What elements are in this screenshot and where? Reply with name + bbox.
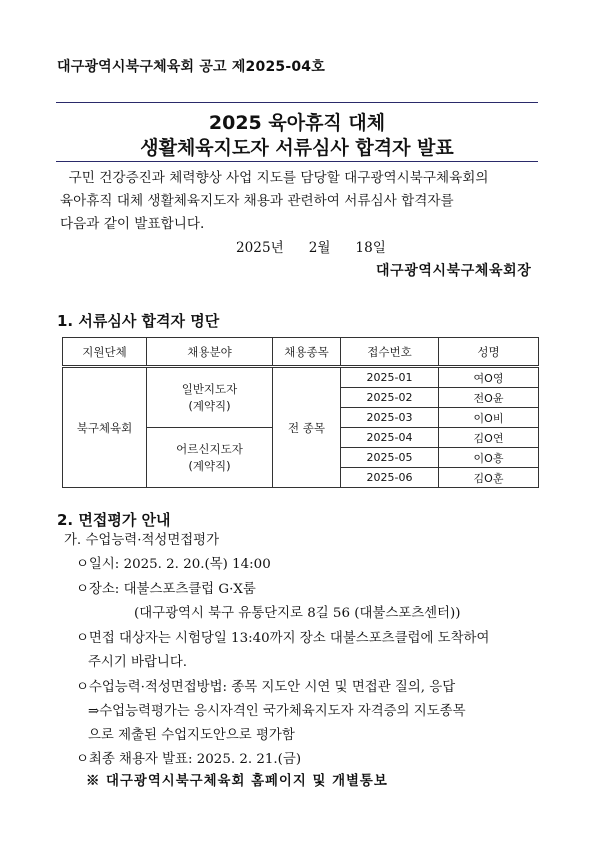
intro-paragraph xyxy=(60,167,540,236)
receipt-number: 2025-06 xyxy=(341,468,439,488)
intro-line: 구민 건강증진과 체력향상 사업 지도를 담당할 대구광역시북구체육회의 xyxy=(60,170,489,186)
header-name: 성명 xyxy=(439,338,539,367)
applicant-name: 김O훈 xyxy=(439,468,539,488)
final-announcement: ㅇ최종 채용자 발표: 2025. 2. 21.(금) xyxy=(76,752,302,767)
intro-line: 다음과 같이 발표합니다. xyxy=(60,216,205,232)
applicant-name: 여O영 xyxy=(439,367,539,388)
signer: 대구광역시북구체육회장 xyxy=(376,263,532,279)
header-sport: 채용종목 xyxy=(273,338,341,367)
receipt-number: 2025-02 xyxy=(341,388,439,408)
section1-heading: 1. 서류심사 합격자 명단 xyxy=(57,312,220,330)
applicant-name: 이O비 xyxy=(439,408,539,428)
sport-cell: 전 종목 xyxy=(273,367,341,488)
section2-heading: 2. 면접평가 안내 xyxy=(57,511,171,529)
header-number: 접수번호 xyxy=(341,338,439,367)
receipt-number: 2025-04 xyxy=(341,428,439,448)
notice-number: 대구광역시북구체육회 공고 제2025-04호 xyxy=(57,59,325,75)
title-top-rule xyxy=(56,102,538,103)
receipt-number: 2025-03 xyxy=(341,408,439,428)
page-title-line1: 2025 육아휴직 대체 xyxy=(208,112,386,134)
interview-method-detail-cont: 으로 제출된 수업지도안으로 평가함 xyxy=(88,728,295,743)
page-title-line2: 생활체육지도자 서류심사 합격자 발표 xyxy=(140,137,454,159)
header-organization: 지원단체 xyxy=(63,338,147,367)
applicant-name: 김O연 xyxy=(439,428,539,448)
interview-subheading: 가. 수업능력·적성면접평가 xyxy=(64,533,220,548)
applicant-name: 이O흥 xyxy=(439,448,539,468)
field-cell-general xyxy=(147,367,273,428)
title-bottom-rule xyxy=(56,161,538,162)
organization-cell: 북구체육회 xyxy=(63,367,147,488)
interview-address: (대구광역시 북구 유통단지로 8길 56 (대불스포츠센터)) xyxy=(134,606,461,621)
header-field: 채용분야 xyxy=(147,338,273,367)
notification-note: ※ 대구광역시북구체육회 홈페이지 및 개별통보 xyxy=(86,773,388,789)
arrival-instruction-cont: 주시기 바랍니다. xyxy=(88,655,188,670)
receipt-number: 2025-01 xyxy=(341,367,439,388)
field-cell-senior xyxy=(147,428,273,488)
field-label: 일반지도자 xyxy=(181,381,238,396)
interview-method: ㅇ수업능력·적성면접방법: 종목 지도안 시연 및 면접관 질의, 응답 xyxy=(76,680,456,695)
table-row xyxy=(63,367,539,388)
table-header-row xyxy=(63,338,539,367)
field-sublabel: (계약직) xyxy=(188,458,231,473)
applicant-table xyxy=(62,337,539,488)
interview-method-detail: ⇒수업능력평가는 응시자격인 국가체육지도자 자격증의 지도종목 xyxy=(88,704,466,719)
arrival-instruction: ㅇ면접 대상자는 시험당일 13:40까지 장소 대불스포츠클럽에 도착하여 xyxy=(76,631,490,646)
interview-date: ㅇ일시: 2025. 2. 20.(목) 14:00 xyxy=(76,557,271,572)
field-sublabel: (계약직) xyxy=(188,398,231,413)
intro-line: 육아휴직 대체 생활체육지도자 채용과 관련하여 서류심사 합격자를 xyxy=(60,193,454,209)
interview-place: ㅇ장소: 대불스포츠클럽 G·X룸 xyxy=(76,582,256,597)
applicant-name: 전O윤 xyxy=(439,388,539,408)
announcement-date: 2025년 2월 18일 xyxy=(236,240,386,256)
receipt-number: 2025-05 xyxy=(341,448,439,468)
field-label: 어르신지도자 xyxy=(176,441,243,456)
